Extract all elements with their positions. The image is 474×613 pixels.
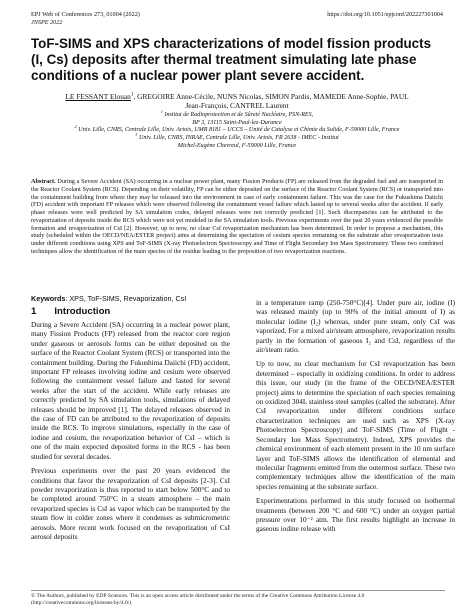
paragraph: Up to now, no clear mechanism for CsI revaporization has been determined – especially in oxidizing conditions. In order to address this issue, our study (in the frame of the OECD/NEA/ESTER project) aims to determine the speciation of each species remaining on oxidized 304L stainless steel samples (called the substrate). After CsI revaporization under different conditions surface characterization techniques are used such as XPS (X-ray Photoelectron Spectroscopy) and ToF-SIMS (Time of Flight - Secondary Ion Mass Spectrometry). Indeed, XPS provides the chemical environment of each element present in the 10 nm surface layer and ToF-SIMS allows the identification of elemental and molecular fragments emitted from the outermost surface. These two complementary techniques allow the identification of the main species remaining at the substrate surface. <box>256 360 455 491</box>
author-line-1-rest: , GREGOIRE Anne-Cécile, NUNS Nicolas, SIMON Pardis, MAMEDE Anne-Sophie, PAUL <box>133 92 409 101</box>
affiliation-mark: 1 <box>160 109 163 114</box>
conference-name: JNSPE 2022 <box>31 19 63 26</box>
paragraph: Previous experiments over the past 20 years evidenced the conditions that favor the revaporization of CsI deposits [2-3]. CsI powder revaporization is thus reported to start below 500°C and to be completed around 750°C in a steam atmosphere – the main revaporized species is CsI as vapor which can be transported by the steam flow in colder zones where it condenses as submicrometric aerosols. More recent work focused on the revaporization of CsI aerosol deposits <box>31 467 230 541</box>
affiliations <box>40 109 434 151</box>
affiliation-1 <box>40 109 434 120</box>
section-number: 1 <box>31 306 37 317</box>
affiliation-text: Institut de Radioprotection et de Sûreté Nucléaire, PSN-RES, <box>164 112 314 119</box>
paragraph: During a Severe Accident (SA) occurring in a nuclear power plant, many Fission Products (FP) released from the reactor core region under gaseous or aerosols forms can be either deposited on the surface of the Reactor Coolant System (RCS) or transported into the containment building. During the Fukushima Daiichi (FD) accident, important FP releases involving iodine and cesium were observed following the containment vessel failure and lasted for several weeks after the start of the accident. While early releases are correctly predicted by SA simulation tools, simulations of delayed releases should be improved [1]. The delayed releases observed in the case of FD can be attributed to the revaporization of deposits inside the RCS. To improve simulations, especially in the case of iodine and cesium, the revaporization behavior of CsI – which is one of the main expected deposited forms in the RCS - has been studied for several decades. <box>31 321 230 461</box>
right-column <box>256 299 455 540</box>
paper-title: ToF-SIMS and XPS characterizations of model fission products (I, Cs) deposits after thermal treatment simulating late phase conditions of a nuclear power plant severe accident. <box>31 36 432 83</box>
section-heading <box>31 306 110 317</box>
affiliation-text: Univ. Lille, CNRS, Centrale Lille, Univ. Artois, UMR 8181 – UCCS – Unité de Catalyse et Chimie du Solide, F-59000 Lille, France <box>78 127 400 134</box>
section-title: Introduction <box>54 306 111 317</box>
author-list <box>40 92 434 110</box>
affiliation-3 <box>40 132 434 143</box>
affiliation-3-address: Michel-Eugène Chevreul, F-59000 Lille, France <box>177 142 297 149</box>
doi-link[interactable]: https://doi.org/10.1051/epjconf/202227301004 <box>327 11 443 18</box>
affiliation-mark: 2 <box>74 124 77 130</box>
affiliation-1-address: BP 3, 13115 Saint-Paul-lez-Durance <box>192 119 282 126</box>
affiliation-mark: 1 <box>130 91 134 98</box>
journal-citation: EPJ Web of Conferences 273, 01004 (2022) <box>31 11 140 18</box>
affiliation-text: Univ. Lille, CNRS, INRAE, Centrale Lille, Univ. Artois, FR 2638 - IMEC - Institut <box>138 135 339 142</box>
paragraph: in a temperature ramp (250-750°C)[4]. Under pure air, iodine (I) was released mainly (up to 90% of the initial amount of I) as molecular iodine (I₂) whereas, under pure steam, only CsI was vaporized. For a mixed air/steam atmosphere, revaporization results partly in the formation of gaseous I₂ and CsI, regardless of the air/steam ratio. <box>256 299 455 355</box>
abstract <box>31 178 443 256</box>
keywords-text: : XPS, ToF-SIMS, Revaporization, CsI <box>65 294 187 303</box>
abstract-label: Abstract. <box>31 178 56 185</box>
journal-header <box>31 11 140 27</box>
first-author: LE FESSANT Elouan <box>65 92 131 101</box>
footer-divider <box>31 590 445 591</box>
affiliation-mark: 3 <box>135 132 138 138</box>
abstract-text: During a Severe Accident (SA) occurring in a nuclear power plant, many Fission Products (FP) are released from the degraded fuel and are transported in the Reactor Coolant System (RCS). Depending on their volatility, FP can be either deposited on the surface of the Reactor Coolant System (RCS) or transported into the containment building from where they may be released into the environment in case of early containment failure. This was the case for the Fukushima Daiichi (FD) accident with important FP releases which were observed following the containment vessel failure which lasted up to several weeks after the accident. If early phase releases were well predicted by SA simulation codes, delayed releases were not correctly predicted [1]. Such discrepancies can be attributed to the revaporization of deposits inside the RCS which were not yet modeled in the SA simulation tools. Previous experiments over the past 20 years evidenced the possible formation and revaporization of CsI [2]. However, up to now, no clear CsI revaporization mechanism has been determined. In order to propose a mechanism, this study (scheduled within the OECD/NEA/ESTER project) aims at determining the speciation of cesium species remaining on the substrate after revaporization tests under different conditions using XPS and ToF-SIMS (X-ray Photoelectron Spectroscopy and Time of Flight Secondary Ion Mass Spectrometry. These two combined techniques allow the identification of the main species of the residue leading to the proposition of two revaporization reactions. <box>31 178 443 255</box>
left-column <box>31 321 230 547</box>
author-line-1 <box>40 92 434 101</box>
affiliation-2 <box>40 124 434 138</box>
author-line-2: Jean-François, CANTREL Laurent <box>185 101 289 110</box>
keywords-label: Keywords <box>31 294 66 303</box>
paragraph: Experimentations performed in this study focused on isothermal treatments (between 200 °C and 600 °C) under an oxygen partial pressure over 10⁻² atm. The first results highlight an increase in gaseous iodine release with <box>256 497 455 534</box>
license-footer: © The Authors, published by EDP Sciences. This is an open access article distributed under the terms of the Creative Commons Attribution License 4.0 (http://creativecommons.org/licenses/by/4.0/). <box>31 593 365 606</box>
